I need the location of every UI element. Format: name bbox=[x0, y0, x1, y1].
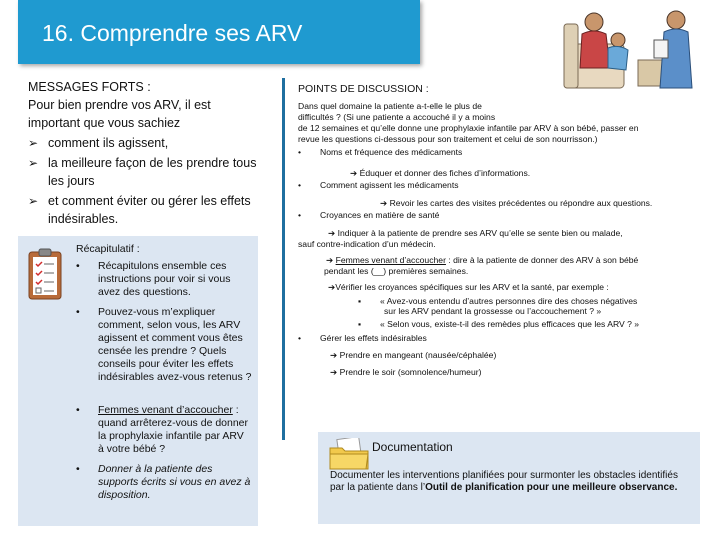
bullet-icon: • bbox=[298, 147, 302, 157]
discussion-quote: ▪ « Selon vous, existe-t-il des remèdes plus efficaces que les ARV ? » bbox=[358, 319, 640, 329]
discussion-subpoint: ➔ Femmes venant d’accoucher : dire à la patiente de donner des ARV à son bébé bbox=[326, 255, 639, 265]
discussion-line: difficultés ? (Si une patiente a accouché il y a moins bbox=[298, 112, 496, 122]
arrow-bullet-icon: ➢ bbox=[28, 156, 39, 170]
right-arrow-icon: ➔ bbox=[328, 282, 336, 292]
discussion-title: POINTS DE DISCUSSION : bbox=[298, 83, 429, 95]
list-item: ➢ la meilleure façon de les prendre tous les jours bbox=[28, 156, 257, 188]
strong-messages bbox=[28, 78, 258, 230]
discussion-quote: ▪ « Avez-vous entendu d’autres personnes dire des choses négatives bbox=[358, 296, 638, 306]
discussion-subpoint: ➔ Prendre en mangeant (nausée/céphalée) bbox=[330, 350, 497, 360]
discussion-bullet: • Comment agissent les médicaments bbox=[298, 180, 459, 190]
consultation-illustration bbox=[560, 4, 700, 94]
messages-title: MESSAGES FORTS : bbox=[28, 80, 151, 94]
bullet-icon: • bbox=[76, 463, 80, 475]
documentation-text: Documenter les interventions planifiées pour surmonter les obstacles identifiés par la patiente dans l’Outil de planification pour une meilleure observance. bbox=[330, 470, 678, 493]
list-item: • Femmes venant d’accoucher : quand arrêterez-vous de donner la prophylaxie infantile par ARV à votre bébé ? bbox=[76, 404, 249, 455]
bullet-icon: • bbox=[76, 306, 80, 318]
discussion-subpoint: ➔ Indiquer à la patiente de prendre ses ARV qu’elle se sente bien ou malade, bbox=[328, 228, 623, 238]
list-item: ➢ et comment éviter ou gérer les effets indésirables. bbox=[28, 194, 251, 226]
list-item: • Pouvez-vous m’expliquer comment, selon vous, les ARV agissent et comment vous êtes censée les prendre ? Quels conseils pour éviter les effets indésirables avez-vous retenus ? bbox=[76, 306, 252, 383]
column-divider bbox=[282, 78, 285, 440]
folder-icon bbox=[328, 438, 370, 470]
discussion-subpoint: ➔ Éduquer et donner des fiches d’informations. bbox=[350, 168, 531, 178]
discussion-line: revue les questions ci-dessous pour son traitement et celui de son nourrisson.) bbox=[298, 134, 598, 144]
right-arrow-icon: ➔ bbox=[330, 367, 338, 377]
recap-title: Récapitulatif : bbox=[76, 243, 140, 255]
messages-intro: Pour bien prendre vos ARV, il est important que vous sachiez bbox=[28, 98, 211, 130]
right-arrow-icon: ➔ bbox=[330, 350, 338, 360]
documentation-title: Documentation bbox=[372, 440, 453, 454]
discussion-bullet: • Croyances en matière de santé bbox=[298, 210, 440, 220]
discussion-subpoint: ➔Vérifier les croyances spécifiques sur les ARV et la santé, par exemple : bbox=[328, 282, 609, 292]
arrow-bullet-icon: ➢ bbox=[28, 136, 39, 150]
bullet-icon: • bbox=[298, 210, 302, 220]
discussion-subpoint: ➔ Prendre le soir (somnolence/humeur) bbox=[330, 367, 482, 377]
right-arrow-icon: ➔ bbox=[350, 168, 358, 178]
bullet-icon: • bbox=[298, 333, 302, 343]
discussion-line: Dans quel domaine la patiente a-t-elle le plus de bbox=[298, 101, 482, 111]
list-item: ➢ comment ils agissent, bbox=[28, 136, 169, 150]
square-bullet-icon: ▪ bbox=[358, 319, 362, 329]
discussion-line: pendant les (__) premières semaines. bbox=[324, 266, 469, 276]
bullet-icon: • bbox=[76, 260, 80, 272]
discussion-bullet: • Noms et fréquence des médicaments bbox=[298, 147, 463, 157]
recap-panel bbox=[18, 236, 258, 526]
documentation-panel bbox=[318, 432, 700, 524]
discussion-line: sauf contre-indication d’un médecin. bbox=[298, 239, 436, 249]
clipboard-checklist-icon bbox=[28, 248, 62, 300]
right-arrow-icon: ➔ bbox=[328, 228, 336, 238]
discussion-bullet: • Gérer les effets indésirables bbox=[298, 333, 427, 343]
bullet-icon: • bbox=[298, 180, 302, 190]
discussion-line: de 12 semaines et qu’elle donne une prophylaxie infantile par ARV à son bébé, passer en bbox=[298, 123, 639, 133]
bullet-icon: • bbox=[76, 404, 80, 416]
square-bullet-icon: ▪ bbox=[358, 296, 362, 306]
right-arrow-icon: ➔ bbox=[326, 255, 334, 265]
list-item: • Donner à la patiente des supports écrits si vous en avez à disposition. bbox=[76, 463, 251, 501]
right-arrow-icon: ➔ bbox=[380, 198, 388, 208]
page-title-bar bbox=[18, 0, 420, 64]
list-item: • Récapitulons ensemble ces instructions pour voir si vous avez des questions. bbox=[76, 260, 231, 298]
messages-list bbox=[28, 134, 258, 228]
arrow-bullet-icon: ➢ bbox=[28, 194, 39, 208]
discussion-line: sur les ARV pendant la grossesse ou l’accouchement ? » bbox=[384, 306, 602, 316]
discussion-subpoint: ➔ Revoir les cartes des visites précédentes ou répondre aux questions. bbox=[380, 198, 653, 208]
page-title: 16. Comprendre ses ARV bbox=[42, 20, 303, 46]
recap-list bbox=[76, 260, 252, 502]
